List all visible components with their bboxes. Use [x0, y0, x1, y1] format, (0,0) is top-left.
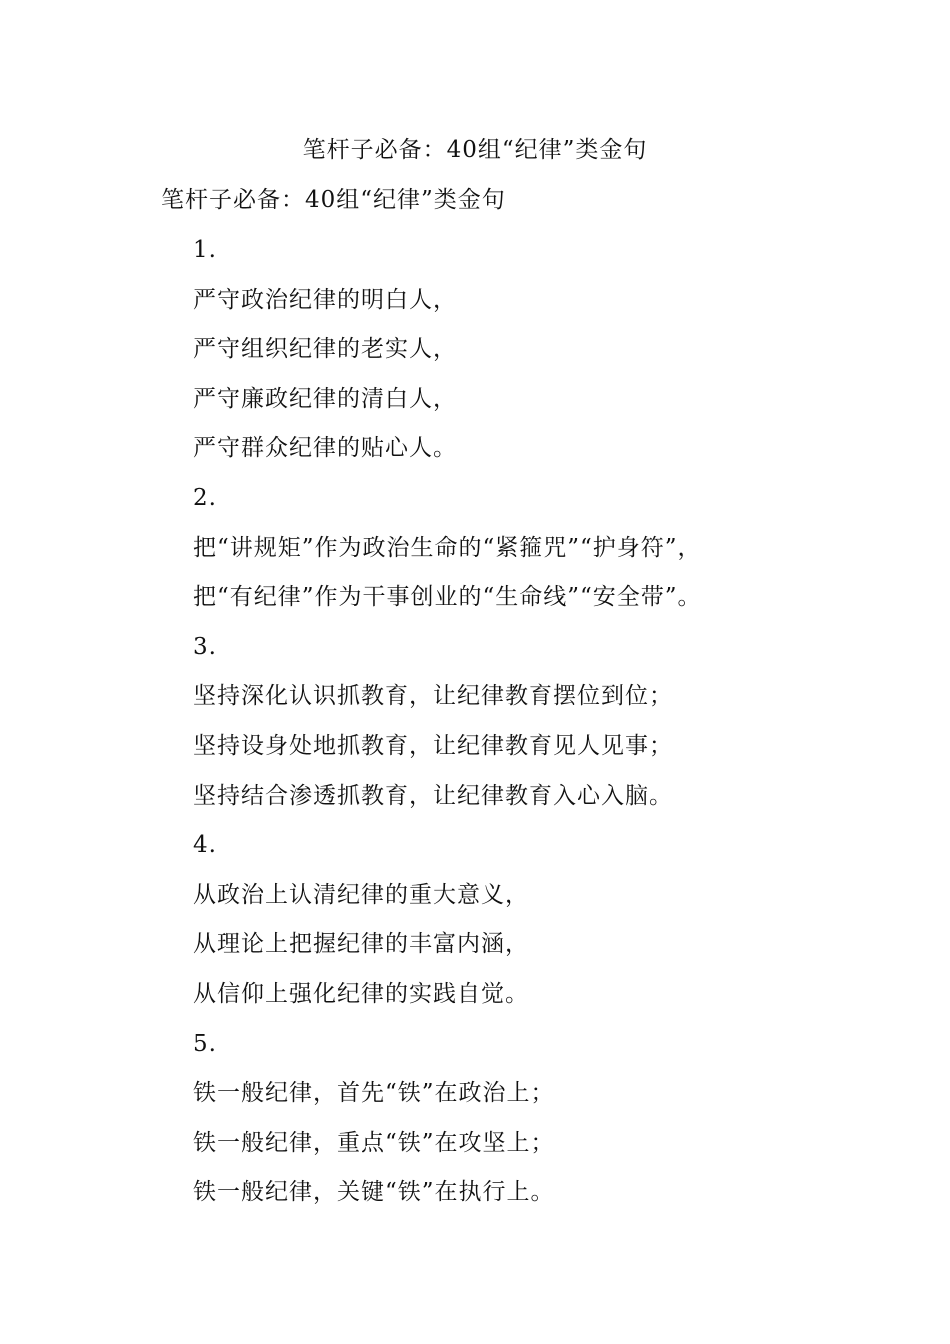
section-number: 5. — [193, 1030, 217, 1057]
section-number: 3. — [193, 633, 217, 660]
text-line: 铁一般纪律，首先“铁”在政治上； — [193, 1080, 555, 1107]
text-line: 坚持设身处地抓教育，让纪律教育见人见事； — [193, 732, 673, 759]
text-line: 把“讲规矩”作为政治生命的“紧箍咒”“护身符”， — [193, 534, 702, 561]
text-line: 坚持结合渗透抓教育，让纪律教育入心入脑。 — [193, 782, 673, 809]
text-line: 从信仰上强化纪律的实践自觉。 — [193, 980, 529, 1007]
text-line: 严守群众纪律的贴心人。 — [193, 435, 457, 462]
text-line: 铁一般纪律，重点“铁”在攻坚上； — [193, 1129, 555, 1156]
text-line: 严守组织纪律的老实人， — [193, 336, 457, 363]
section-number: 1. — [193, 237, 217, 263]
text-line: 从政治上认清纪律的重大意义， — [193, 881, 529, 908]
text-line: 从理论上把握纪律的丰富内涵， — [193, 931, 529, 958]
document-body — [193, 230, 913, 1222]
text-line: 坚持深化认识抓教育，让纪律教育摆位到位； — [193, 683, 673, 710]
text-line: 严守政治纪律的明白人， — [193, 286, 457, 313]
section-number: 2. — [193, 484, 217, 511]
text-line: 铁一般纪律，关键“铁”在执行上。 — [193, 1179, 555, 1206]
document-subtitle: 笔杆子必备：40组“纪律”类金句 — [161, 187, 506, 213]
text-line: 严守廉政纪律的清白人， — [193, 385, 457, 412]
section-number: 4. — [193, 832, 217, 859]
text-line: 把“有纪律”作为干事创业的“生命线”“安全带”。 — [193, 584, 702, 611]
document-title: 笔杆子必备：40组“纪律”类金句 — [302, 137, 648, 163]
